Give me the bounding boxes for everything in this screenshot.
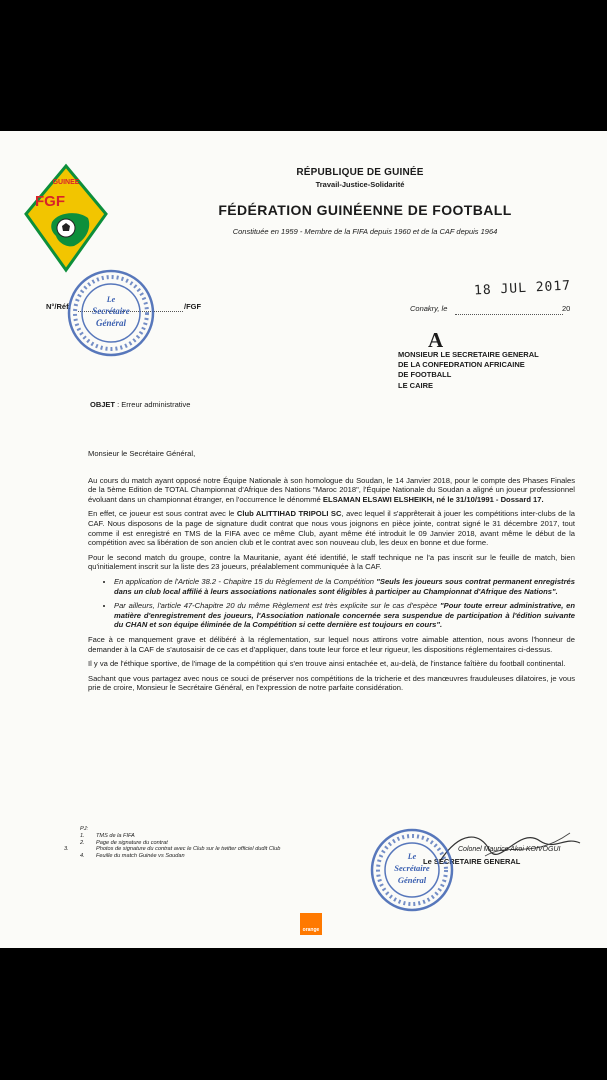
paragraph: Sachant que vous partagez avec nous ce souci de préserver nos compétitions de la tricherie et des manœuvres frauduleuses dilatoires, je vous prie de croire, Monsieur le Secrétaire Général, en l'expression de notre parfaite considération. [88, 673, 575, 693]
subject-label: OBJET [90, 400, 116, 409]
stamp-line: Secrétaire [394, 863, 430, 873]
recipient-line: DE FOOTBALL [398, 370, 452, 379]
founded-line: Constituée en 1959 - Membre de la FIFA depuis 1960 et de la CAF depuis 1964 [232, 227, 498, 236]
paragraph: Il y va de l'éthique sportive, de l'image de la compétition qui s'en trouve ainsi entachée et, au-delà, de l'instance faîtière du football continental. [88, 659, 566, 669]
recipient-line: DE LA CONFEDRATION AFRICAINE [398, 360, 525, 369]
recipient-block [398, 350, 598, 380]
stamp-line: Général [96, 318, 126, 328]
stamp-line: Le [106, 295, 116, 304]
date-year-suffix: 20 [562, 304, 571, 313]
list-item: • En application de l'Article 38.2 - Chapitre 15 du Règlement de la Compétition "Seuls les joueurs sous contrat permanent enregistrés dans un club local affilié à leurs associations nationales sont éligibles à participer au Championnat d'Afrique des Nations". [114, 577, 575, 596]
recipient-line: MONSIEUR LE SECRETAIRE GENERAL [398, 350, 539, 359]
paragraph: En effet, ce joueur est sous contrat avec le Club ALITTIHAD TRIPOLI SC, avec lequel il s'apprêterait à jouer les compétitions inter-clubs de la CAF. Nous disposons de la page de signature dudit contrat que nous vous joignons en pièce jointe, contrat signé le 31 décembre 2017, tout comme il est enregistré en TMS de la FIFA avec ce même Club, ayant même été introduit le 09 Janvier 2018, avant même le début de la compétition avec sa libération de son ancien club et le contrat avec son nouveau club, les deux en bonne et due forme. [88, 509, 575, 548]
svg-text:GUINEE: GUINEE [52, 179, 80, 186]
svg-text:FGF: FGF [35, 193, 65, 210]
salutation: Monsieur le Secrétaire Général, [88, 449, 196, 458]
document-page [0, 131, 607, 948]
signatory-name: Colonel Maurice Akoi KOIVOGUI [458, 846, 561, 853]
orange-watermark-logo: orange [300, 913, 322, 935]
stamp-line: Le [407, 852, 417, 861]
subject-line [90, 400, 190, 409]
list-item: 2. Page de signature du contrat [80, 839, 168, 846]
recipient-marker: A [428, 328, 444, 352]
signatory-title: Le SECRETAIRE GENERAL [423, 857, 521, 866]
recipient-city: LE CAIRE [398, 381, 434, 390]
subject-text: : Erreur administrative [117, 400, 191, 409]
national-motto: Travail-Justice-Solidarité [315, 180, 405, 189]
handwritten-date: 18 JUL 2017 [473, 278, 572, 299]
letter-body [88, 449, 575, 698]
list-item: 4. Feuille du match Guinée vs Soudan [80, 853, 185, 860]
republic-heading: RÉPUBLIQUE DE GUINÉE [296, 167, 424, 178]
place-prefix: Conakry, le [410, 304, 448, 313]
stamp-line: Général [397, 875, 427, 885]
stamp-line: Secrétaire [92, 306, 130, 316]
fgf-logo [22, 162, 110, 274]
attachments-label: PJ: [80, 826, 89, 832]
paragraph: Pour le second match du groupe, contre la Mauritanie, ayant été identifié, le staff technique ne l'a pas inscrit sur le feuille de match, bien qu'initialement inscrit sur la liste des 23 joueurs, préalablement communiquée à la CAF. [88, 552, 575, 572]
date-dotted-line [455, 314, 563, 315]
article-list [88, 577, 575, 630]
paragraph: Face à ce manquement grave et délibéré à la réglementation, sur lequel nous attirons votre aimable attention, nous avons l'honneur de demander à la CAF de s'autosaisir de ce cas et d'appliquer, dans toute leur force et leur rigueur, les dispositions réglementaires ci-dessus. [88, 634, 575, 654]
official-stamp [370, 828, 454, 912]
attachments-list [64, 826, 310, 860]
reference-suffix: /FGF [184, 302, 202, 311]
official-stamp [66, 268, 156, 358]
list-item: • Par ailleurs, l'article 47-Chapitre 20 du même Règlement est très explicite sur le cas d'espèce "Pour toute erreur administrative, en matière d'enregistrement des joueurs, l'Association nationale concernée sera suspendue de participation à l'édition suivante du CHAN et son équipe éliminée de la Compétition si cette dernière est toujours en cours". [114, 601, 575, 630]
federation-title: FÉDÉRATION GUINÉENNE DE FOOTBALL [218, 202, 512, 218]
paragraph: Au cours du match ayant opposé notre Équipe Nationale à son homologue du Soudan, le 14 Janvier 2018, pour le compte des Phases Finales de la 5ème Edition de TOTAL Championnat d'Afrique des Nations "Maroc 2018", l'Équipe Nationale du Soudan a aligné un joueur professionnel évoluant dans un championnat étranger, en l'occurrence le dénommé ELSAMAN ELSAWI ELSHEIKH, né le 31/10/1991 - Dossard 17. [88, 475, 575, 504]
list-item: 3. Photos de signature du contrat avec le Club sur le twitter officiel dudit Club [64, 846, 281, 853]
reference-label: N°/Réf. [46, 302, 71, 311]
list-item: 1. TMS de la FIFA [80, 832, 135, 839]
